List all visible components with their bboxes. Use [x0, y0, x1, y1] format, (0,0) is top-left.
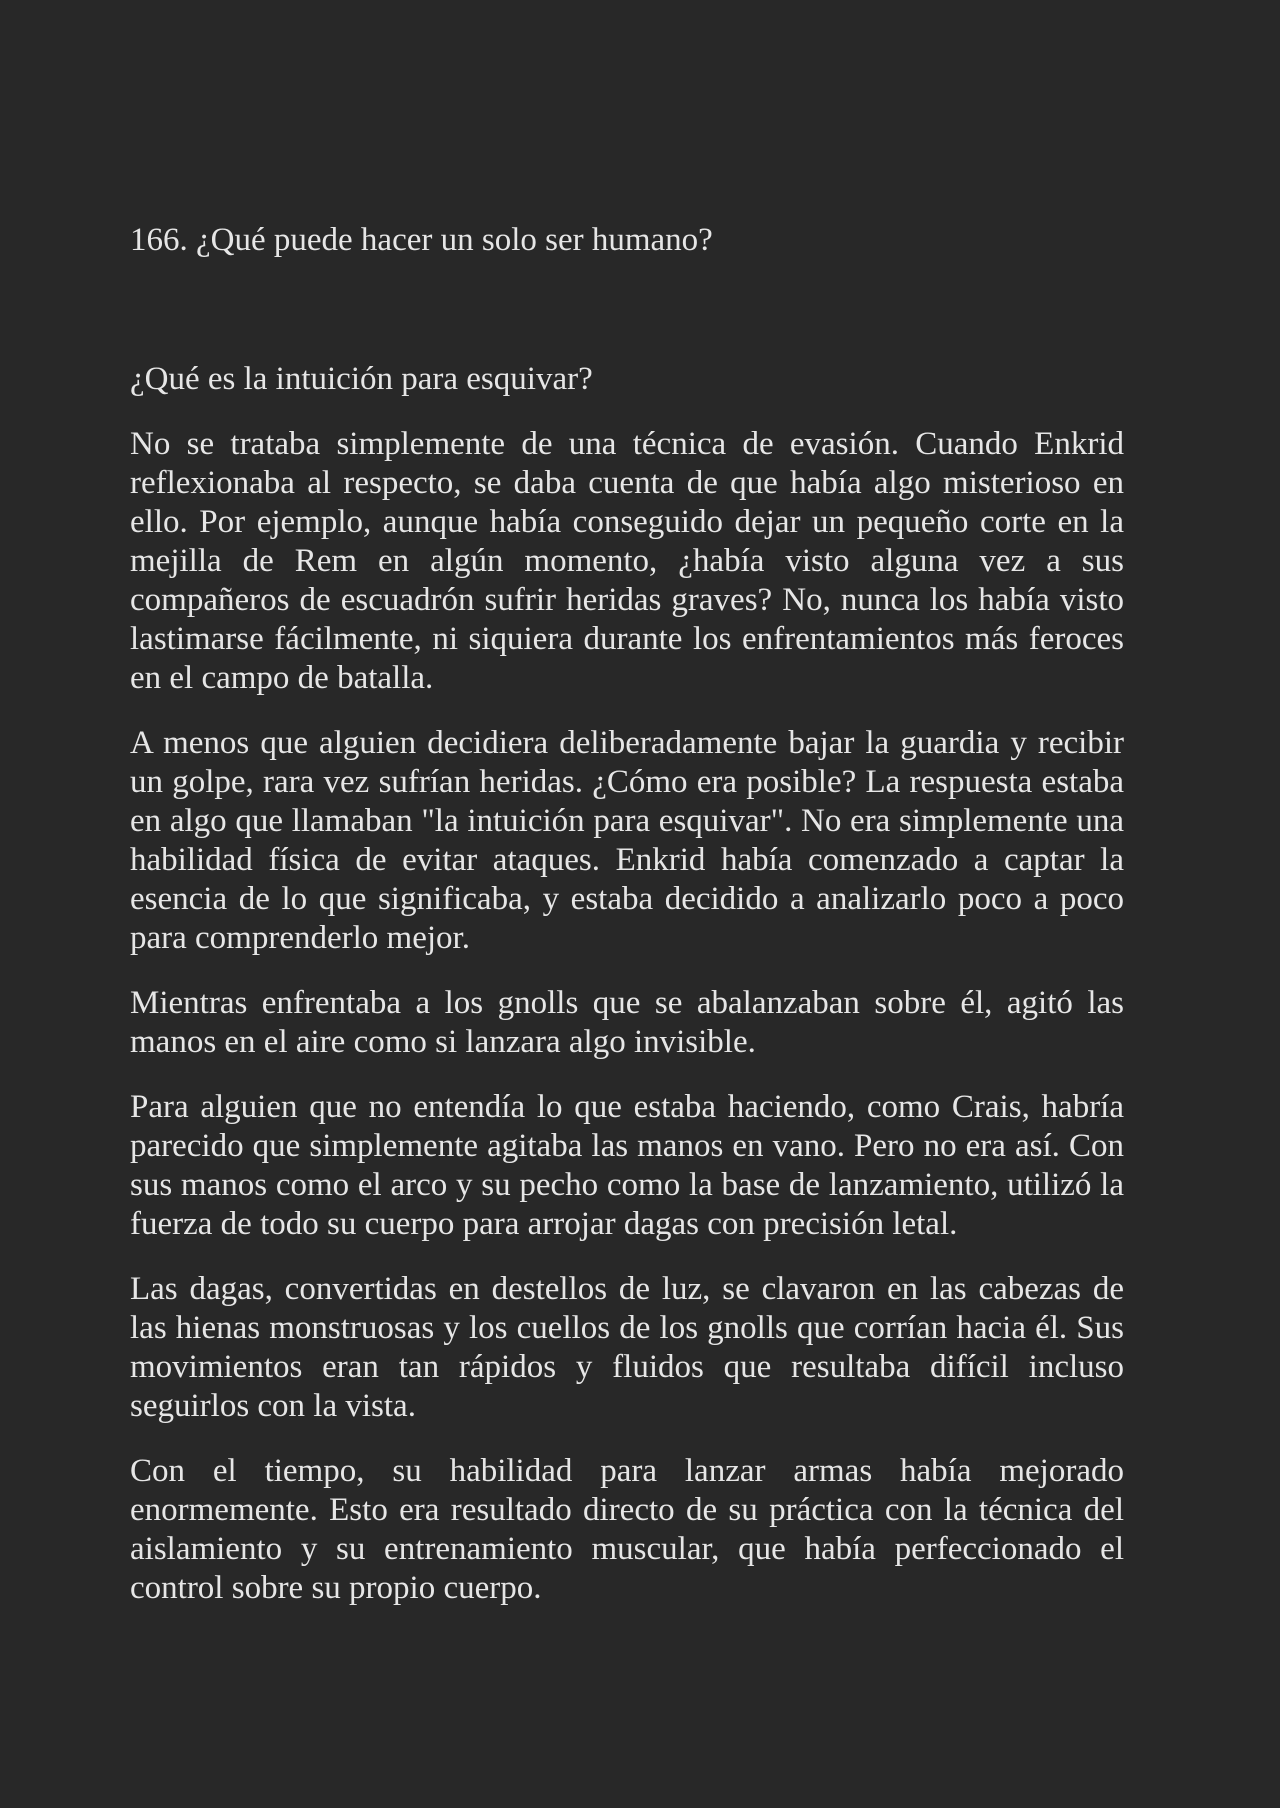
paragraph: Para alguien que no entendía lo que estaba haciendo, como Crais, habría parecido que simplemente agitaba las manos en vano. Pero no era así. Con sus manos como el arco y su pecho como la base de lanzamiento, utilizó la fuerza de todo su cuerpo para arrojar dagas con precisión letal. — [130, 1089, 1124, 1242]
paragraph: No se trataba simplemente de una técnica de evasión. Cuando Enkrid reflexionaba al respecto, se daba cuenta de que había algo misterioso en ello. Por ejemplo, aunque había conseguido dejar un pequeño corte en la mejilla de Rem en algún momento, ¿había visto alguna vez a sus compañeros de escuadrón sufrir heridas graves? No, nunca los había visto lastimarse fácilmente, ni siquiera durante los enfrentamientos más feroces en el campo de batalla. — [130, 426, 1124, 696]
paragraph: A menos que alguien decidiera deliberadamente bajar la guardia y recibir un golpe, rara vez sufrían heridas. ¿Cómo era posible? La respuesta estaba en algo que llamaban "la intuición para esquivar". No era simplemente una habilidad física de evitar ataques. Enkrid había comenzado a captar la esencia de lo que significaba, y estaba decidido a analizarlo poco a poco para comprenderlo mejor. — [130, 725, 1124, 956]
paragraph-question: ¿Qué es la intuición para esquivar? — [130, 361, 593, 397]
paragraph: Con el tiempo, su habilidad para lanzar armas había mejorado enormemente. Esto era resultado directo de su práctica con la técnica del aislamiento y su entrenamiento muscular, que había perfeccionado el control sobre su propio cuerpo. — [130, 1453, 1124, 1606]
chapter-title: 166. ¿Qué puede hacer un solo ser humano? — [130, 222, 713, 258]
paragraph: Mientras enfrentaba a los gnolls que se abalanzaban sobre él, agitó las manos en el aire como si lanzara algo invisible. — [130, 985, 1124, 1060]
paragraph: Las dagas, convertidas en destellos de luz, se clavaron en las cabezas de las hienas monstruosas y los cuellos de los gnolls que corrían hacia él. Sus movimientos eran tan rápidos y fluidos que resultaba difícil incluso seguirlos con la vista. — [130, 1271, 1124, 1424]
